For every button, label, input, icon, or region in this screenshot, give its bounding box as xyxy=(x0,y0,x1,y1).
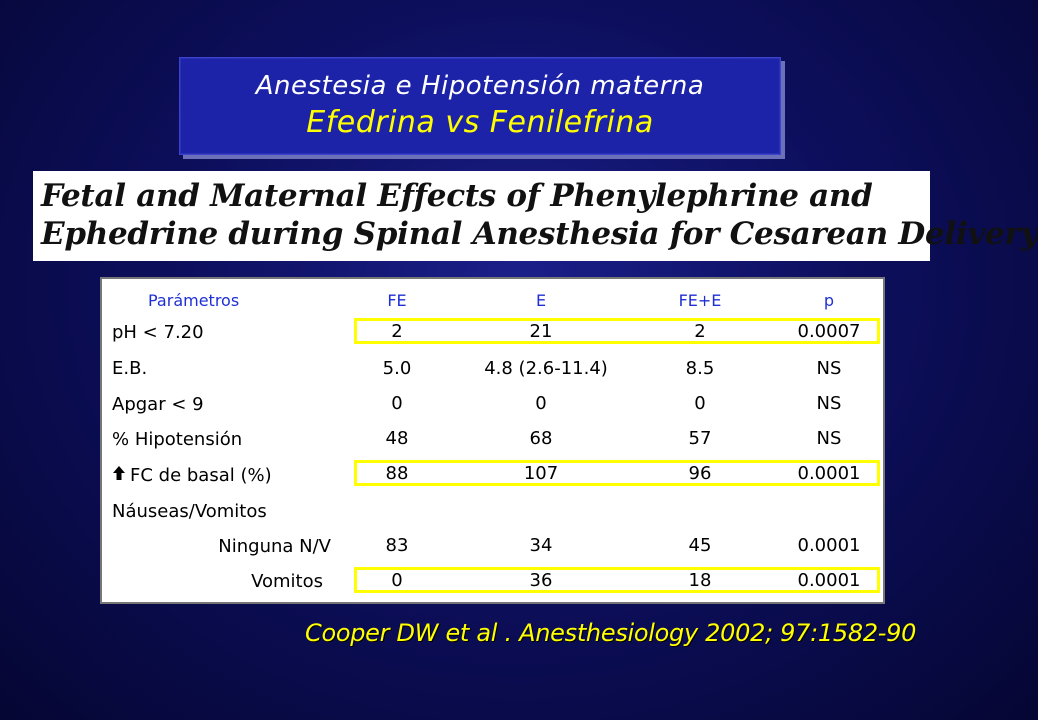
row-label: pH < 7.20 xyxy=(112,322,204,343)
slide-title-line2: Efedrina vs Fenilefrina xyxy=(306,105,654,140)
header-e: E xyxy=(535,291,547,310)
row-label: Náuseas/Vomitos xyxy=(112,501,267,522)
cell-p: 0.0001 xyxy=(797,570,861,591)
cell-p: 0.0001 xyxy=(797,535,861,556)
header-fee: FE+E xyxy=(678,291,722,310)
cell-p: NS xyxy=(816,428,842,449)
paper-title-image xyxy=(33,171,1038,261)
cell-fe: 48 xyxy=(385,428,409,449)
cell-e: 0 xyxy=(535,393,547,414)
citation: Cooper DW et al . Anesthesiology 2002; 97:1582-90 xyxy=(305,619,917,647)
row-label-fc xyxy=(112,465,272,486)
cell-fe: 5.0 xyxy=(382,358,412,379)
row-label: % Hipotensión xyxy=(112,429,243,450)
cell-e: 36 xyxy=(529,570,553,591)
cell-fee: 2 xyxy=(694,321,706,342)
slide-title-line1: Anestesia e Hipotensión materna xyxy=(255,71,705,101)
cell-fee: 45 xyxy=(688,535,712,556)
row-label: Vomitos xyxy=(251,571,323,592)
row-label: Ninguna N/V xyxy=(218,536,331,557)
cell-fe: 88 xyxy=(385,463,409,484)
cell-e: 107 xyxy=(523,463,559,484)
cell-p: 0.0001 xyxy=(797,463,861,484)
paper-title-line1: Fetal and Maternal Effects of Phenylephrine and xyxy=(41,178,873,214)
cell-fe: 2 xyxy=(391,321,403,342)
cell-fe: 0 xyxy=(391,393,403,414)
header-p: p xyxy=(823,291,835,310)
cell-fee: 18 xyxy=(688,570,712,591)
cell-fee: 8.5 xyxy=(685,358,715,379)
cell-e: 21 xyxy=(529,321,553,342)
cell-p: 0.0007 xyxy=(797,321,861,342)
header-fe: FE xyxy=(387,291,407,310)
cell-e: 68 xyxy=(529,428,553,449)
cell-fee: 57 xyxy=(688,428,712,449)
cell-e: 4.8 (2.6-11.4) xyxy=(484,358,608,379)
cell-fee: 0 xyxy=(694,393,706,414)
cell-fe: 0 xyxy=(391,570,403,591)
row-label-text: FC de basal (%) xyxy=(130,465,272,486)
cell-p: NS xyxy=(816,393,842,414)
paper-title-line2: Ephedrine during Spinal Anesthesia for Cesarean Delivery xyxy=(41,216,1038,252)
cell-fee: 96 xyxy=(688,463,712,484)
header-parametros: Parámetros xyxy=(148,291,240,310)
cell-fe: 83 xyxy=(385,535,409,556)
row-label: Apgar < 9 xyxy=(112,394,204,415)
results-table xyxy=(100,277,885,604)
up-arrow-icon xyxy=(112,465,126,485)
cell-p: NS xyxy=(816,358,842,379)
cell-e: 34 xyxy=(529,535,553,556)
row-label: E.B. xyxy=(112,358,148,379)
slide-title-box xyxy=(179,57,781,155)
